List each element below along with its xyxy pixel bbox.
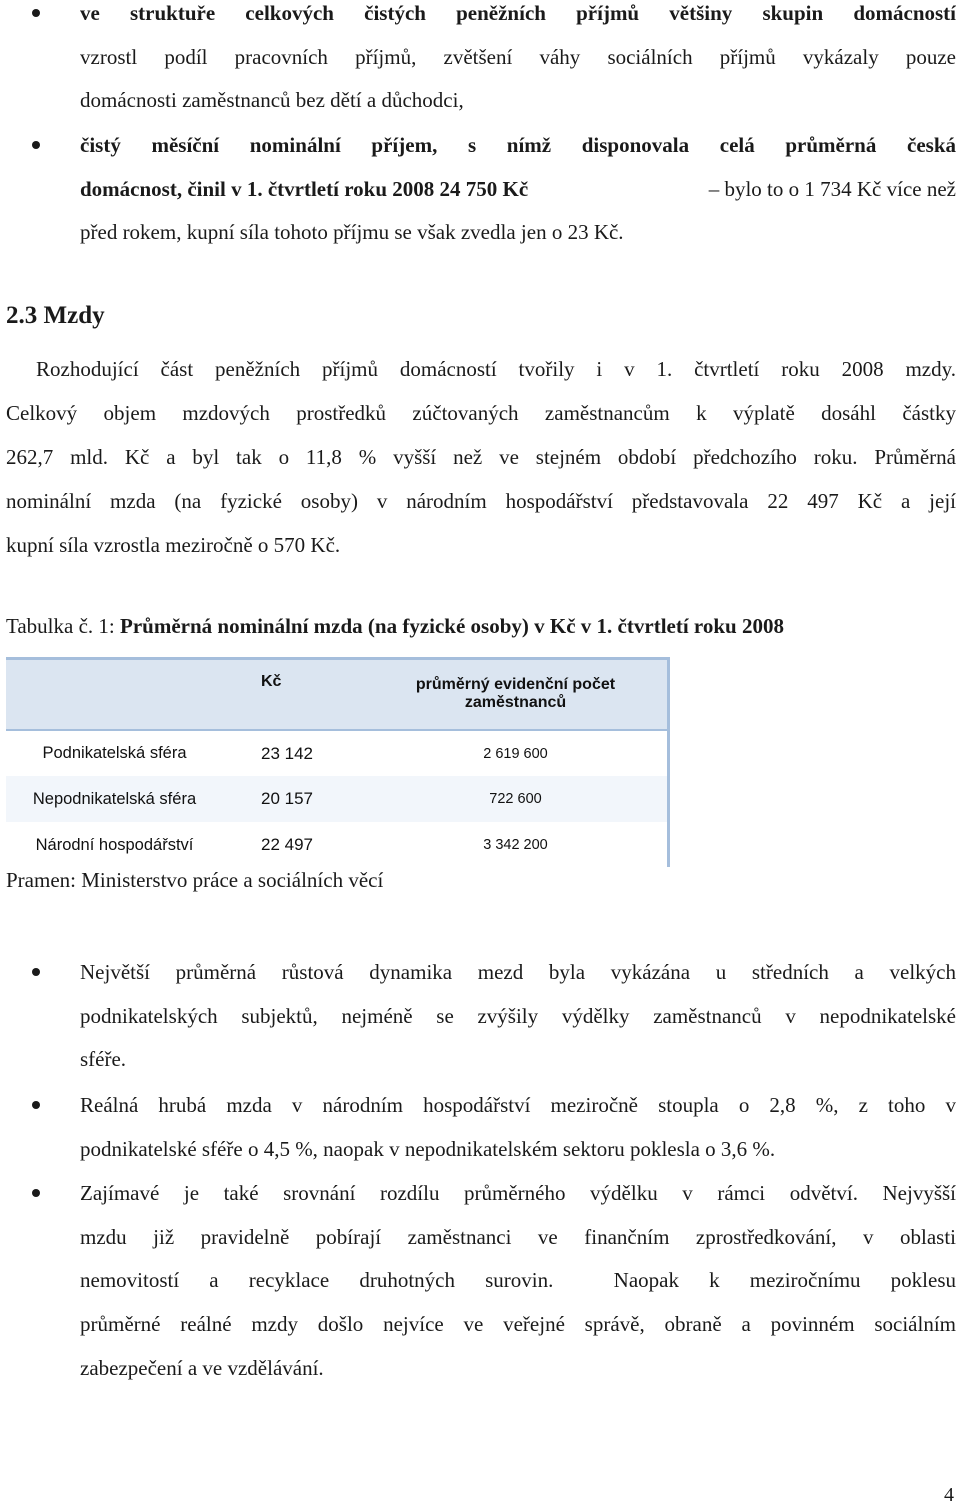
text-line: domácnosti zaměstnanců bez dětí a důchodci,: [80, 88, 464, 113]
bullet-marker: [32, 1189, 40, 1197]
text-line: nominální mzda (na fyzické osoby) v národním hospodářství představovala 22 497 Kč a její: [6, 489, 956, 513]
text-line: Celkový objem mzdových prostředků zúčtovaných zaměstnancům k výplatě dosáhl částky: [6, 401, 956, 425]
section-paragraph: [6, 347, 956, 567]
text-line: před rokem, kupní síla tohoto příjmu se však zvedla jen o 23 Kč.: [80, 220, 624, 245]
table-row: [6, 730, 670, 776]
table-header-cell: Kč: [223, 659, 361, 730]
caption-title: Průměrná nominální mzda (na fyzické osoby) v Kč v 1. čtvrtletí roku 2008: [120, 614, 784, 638]
row-label: Podnikatelská sféra: [42, 744, 187, 762]
row-employee-count: 722 600: [489, 791, 542, 807]
table-header-cell: průměrný evidenční počet zaměstnanců: [361, 659, 670, 730]
text-line: sféře.: [80, 1047, 127, 1072]
table-caption: [6, 614, 784, 639]
bullet-item-wage-growth: [80, 951, 956, 1082]
row-kc-value: 22 497: [261, 835, 313, 854]
text-line: průměrné reálné mzdy došlo nejvíce ve veřejné správě, obraně a povinném sociálním: [80, 1312, 956, 1337]
bullet-marker: [32, 968, 40, 976]
text-line: Největší průměrná růstová dynamika mezd byla vykázána u středních a velkých: [80, 960, 956, 984]
row-label: Národní hospodářství: [35, 835, 194, 854]
bullet-marker: [32, 141, 40, 149]
bullet-item-sector-comparison: [80, 1172, 956, 1390]
bullet-marker: [32, 1101, 40, 1109]
text-line: mzdu již pravidelně pobírají zaměstnanci ve finančním zprostředkování, v oblasti: [80, 1224, 956, 1249]
text-span: – bylo to o 1 734 Kč více než: [703, 176, 956, 201]
table-header-cell: [6, 659, 223, 730]
row-employee-count: 3 342 200: [483, 837, 548, 853]
text-line: Rozhodující část peněžních příjmů domácností tvořily i v 1. čtvrtletí roku 2008 mzdy.: [36, 357, 956, 381]
text-line: nemovitostí a recyklace druhotných surovin. Naopak k meziročnímu poklesu: [80, 1268, 956, 1293]
bullet-marker: [32, 9, 40, 17]
page-number: 4: [944, 1484, 954, 1506]
table-row: [6, 822, 670, 868]
text-line: kupní síla vzrostla meziročně o 570 Kč.: [6, 533, 341, 557]
text-line: vzrostl podíl pracovních příjmů, zvětšení váhy sociálních příjmů vykázaly pouze: [80, 44, 956, 69]
section-heading: 2.3 Mzdy: [6, 302, 105, 329]
text-line: zabezpečení a ve vzdělávání.: [80, 1355, 324, 1380]
table-row: [6, 776, 670, 822]
text-line: 262,7 mld. Kč a byl tak o 11,8 % vyšší než ve stejném období předchozího roku. Průměrná: [6, 445, 956, 469]
table-source: Pramen: Ministerstvo práce a sociálních věcí: [6, 868, 384, 892]
caption-prefix: Tabulka č. 1:: [6, 614, 120, 638]
table-header-row: [6, 659, 670, 730]
text-line: ve struktuře celkových čistých peněžních příjmů většiny skupin domácností: [80, 1, 956, 25]
bullet-item-household-income-structure: [80, 0, 956, 123]
bullet-item-real-wage: [80, 1084, 956, 1171]
wage-table: [6, 659, 670, 868]
text-line: [80, 168, 956, 212]
row-label: Nepodnikatelská sféra: [32, 789, 197, 808]
text-bold-span: domácnost, činil v 1. čtvrtletí roku 2008 24 750 Kč: [80, 176, 529, 201]
text-line: Zajímavé je také srovnání rozdílu průměrného výdělku v rámci odvětví. Nejvyšší: [80, 1181, 956, 1205]
text-line: podnikatelských subjektů, nejméně se zvýšily výdělky zaměstnanců v nepodnikatelské: [80, 1003, 956, 1028]
text-line: podnikatelské sféře o 4,5 %, naopak v nepodnikatelském sektoru poklesla o 3,6 %.: [80, 1136, 776, 1161]
text-line: čistý měsíční nominální příjem, s nímž disponovala celá průměrná česká: [80, 133, 956, 157]
row-kc-value: 20 157: [261, 789, 313, 808]
row-employee-count: 2 619 600: [483, 745, 548, 762]
bullet-item-net-monthly-income: [80, 124, 956, 255]
row-kc-value: 23 142: [261, 743, 313, 763]
text-line: Reálná hrubá mzda v národním hospodářství meziročně stoupla o 2,8 %, z toho v: [80, 1093, 956, 1117]
